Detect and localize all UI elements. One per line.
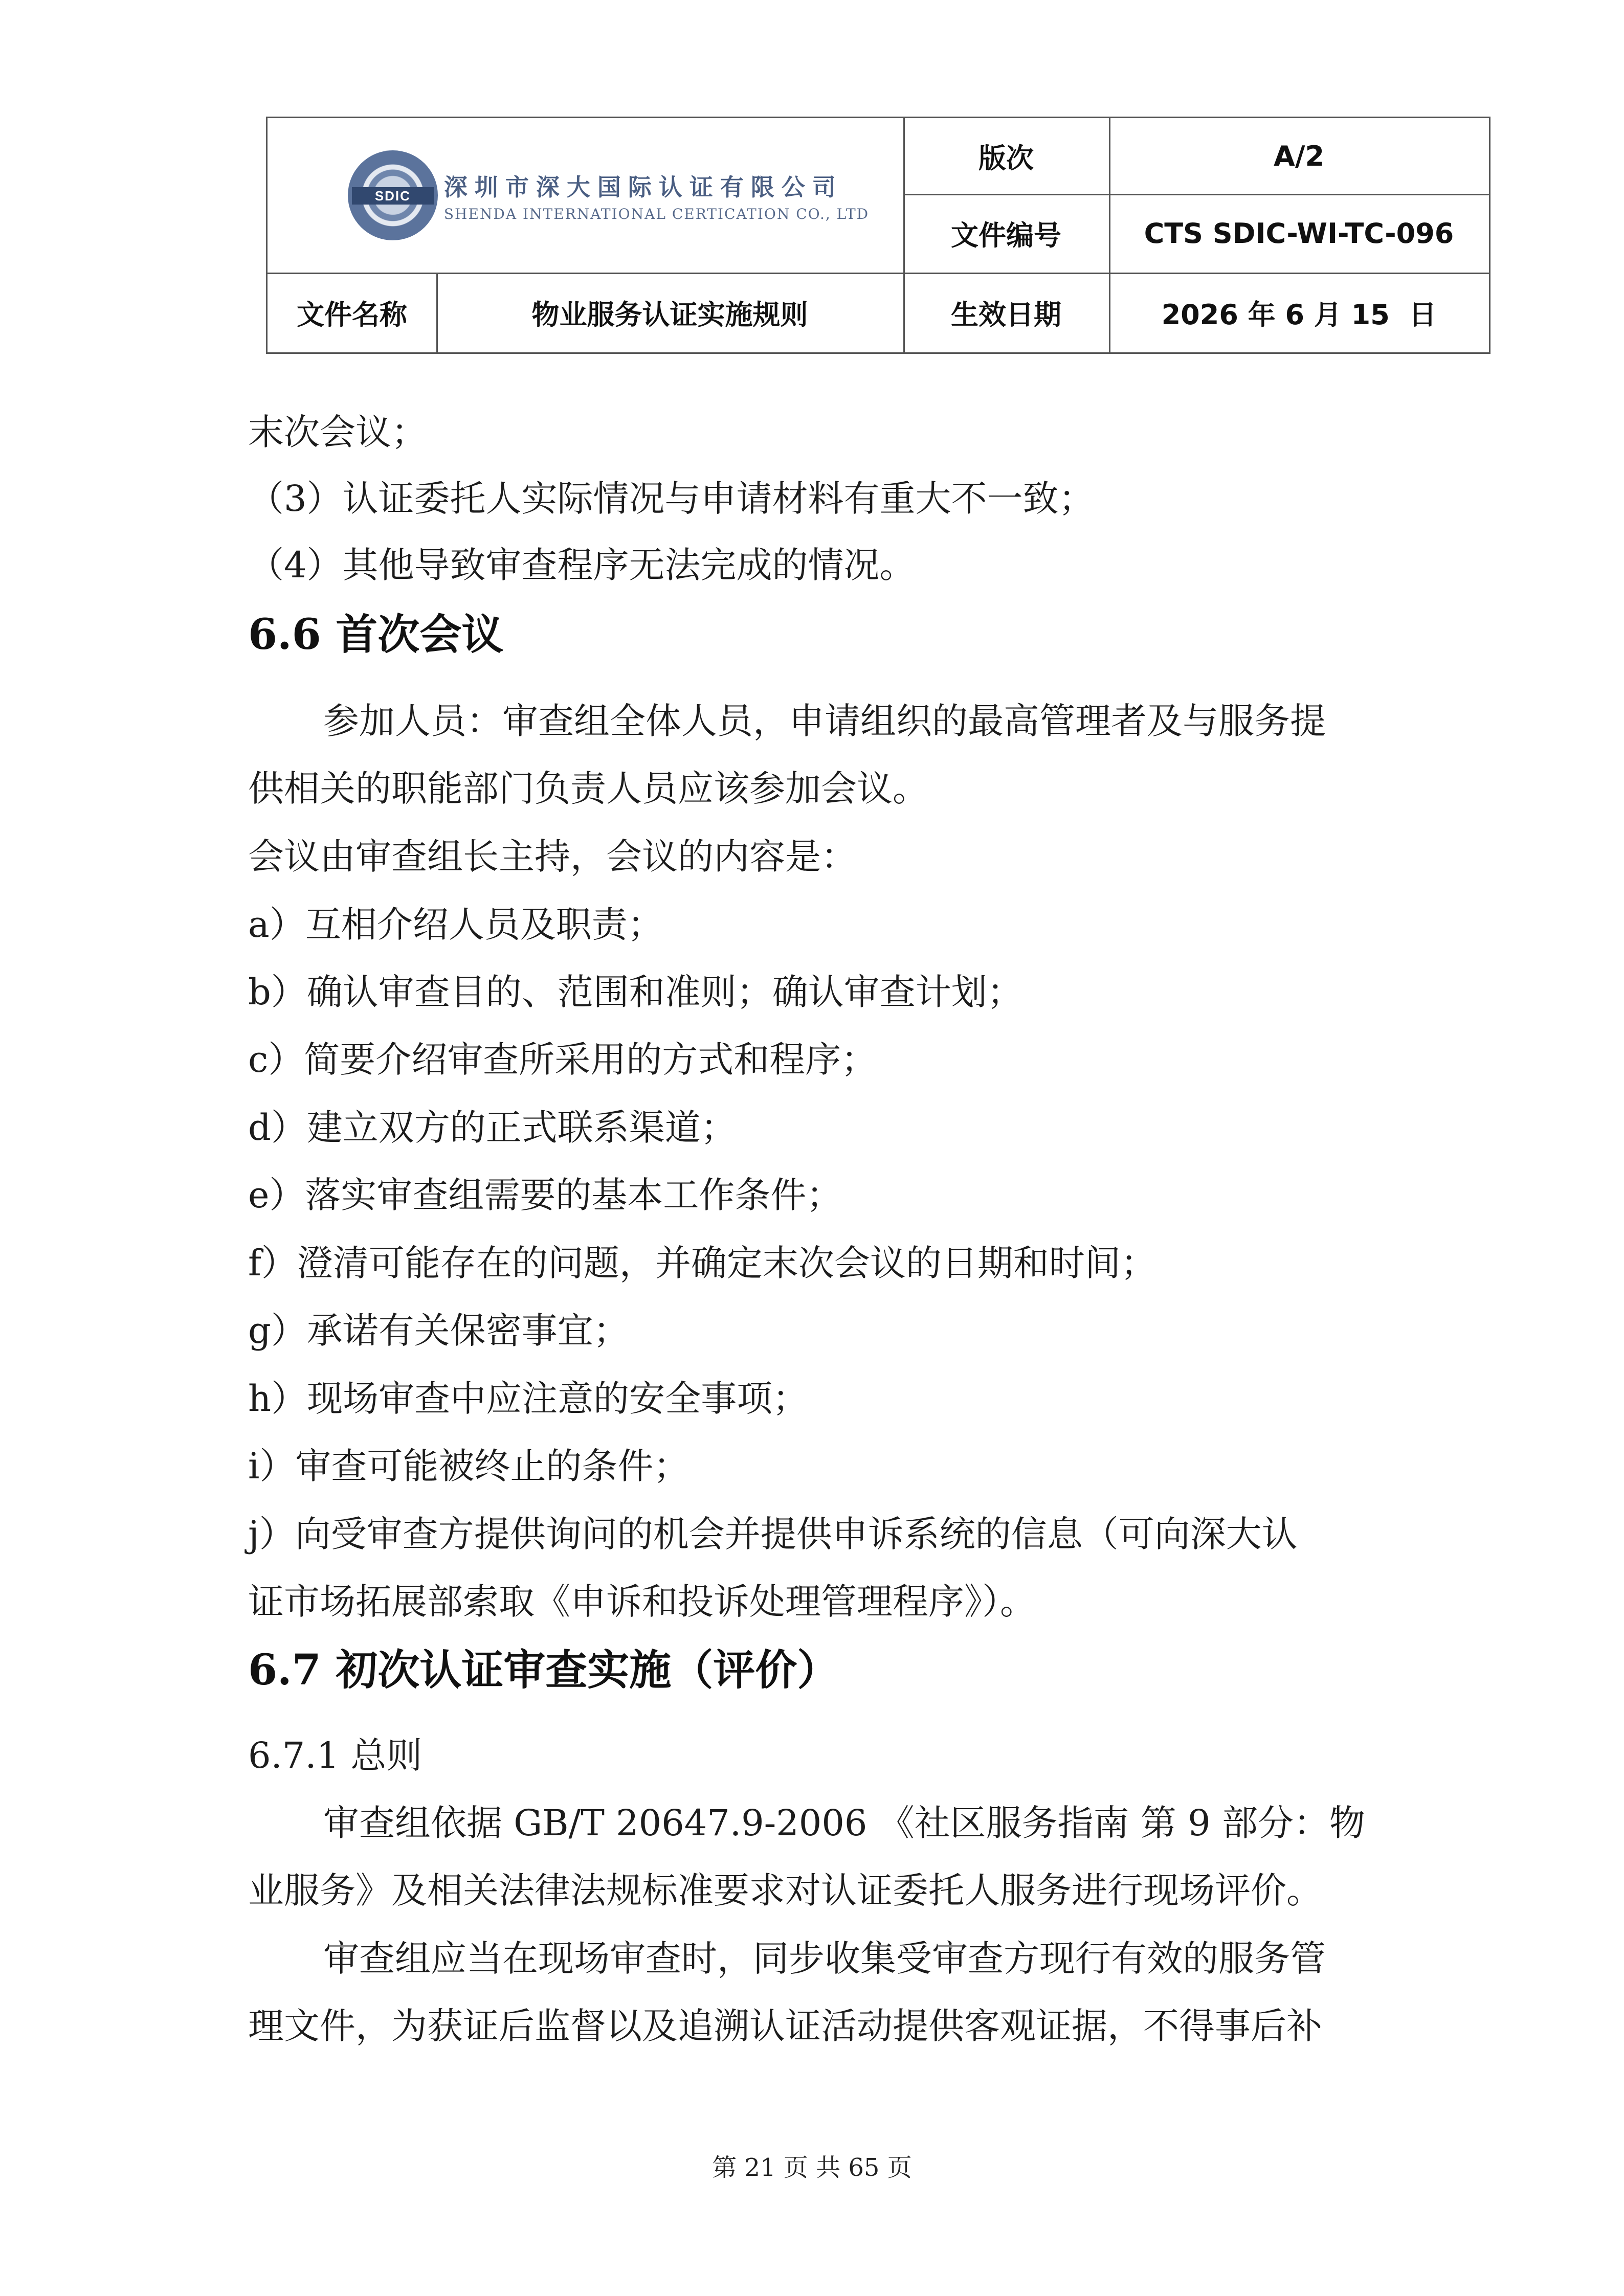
- list-item: g）承诺有关保密事宜；: [248, 1310, 629, 1352]
- list-item: f）澄清可能存在的问题，并确定末次会议的日期和时间；: [248, 1242, 1156, 1284]
- document-header-table: [266, 117, 1490, 354]
- company-name-cn: 深圳市深大国际认证有限公司: [443, 173, 843, 201]
- company-name-en: SHENDA INTERNATIONAL CERTICATION CO., LTD: [443, 205, 870, 222]
- sdic-globe-icon: [348, 150, 438, 240]
- paragraph-line: （3）认证委托人实际情况与申请材料有重大不一致；: [248, 478, 1095, 520]
- list-item: c）简要介绍审查所采用的方式和程序；: [248, 1039, 877, 1081]
- subsection-heading-6-7-1: 6.7.1 总则: [248, 1735, 422, 1776]
- list-item: b）确认审查目的、范围和准则；确认审查计划；: [248, 971, 1023, 1013]
- version-label: 版次: [978, 142, 1034, 174]
- section-heading-6-7: 6.7 初次认证审查实施（评价）: [248, 1646, 839, 1695]
- list-item: i）审查可能被终止的条件；: [248, 1445, 689, 1487]
- doc-name-label: 文件名称: [297, 298, 407, 331]
- paragraph-line: 供相关的职能部门负责人员应该参加会议。: [248, 768, 928, 809]
- paragraph-line: 业服务》及相关法律法规标准要求对认证委托人服务进行现场评价。: [248, 1870, 1322, 1911]
- company-logo: [268, 118, 903, 273]
- doc-number-label: 文件编号: [951, 219, 1061, 252]
- page-number: 第 21 页 共 65 页: [712, 2153, 912, 2182]
- doc-name-value: 物业服务认证实施规则: [531, 298, 808, 331]
- paragraph-line: 审查组依据 GB/T 20647.9-2006 《社区服务指南 第 9 部分：物: [323, 1802, 1365, 1844]
- paragraph-line: 参加人员：审查组全体人员，申请组织的最高管理者及与服务提: [323, 700, 1326, 742]
- version-value: A/2: [1273, 140, 1325, 172]
- list-item: j）向受审查方提供询问的机会并提供申诉系统的信息（可向深大认: [248, 1513, 1298, 1555]
- list-item: d）建立双方的正式联系渠道；: [248, 1107, 737, 1149]
- paragraph-line: 末次会议；: [248, 411, 427, 453]
- paragraph-line: 审查组应当在现场审查时，同步收集受审查方现行有效的服务管: [323, 1938, 1326, 1979]
- paragraph-line: （4）其他导致审查程序无法完成的情况。: [248, 544, 916, 586]
- list-item: e）落实审查组需要的基本工作条件；: [248, 1174, 842, 1216]
- list-item: h）现场审查中应注意的安全事项；: [248, 1378, 809, 1420]
- paragraph-line: 理文件，为获证后监督以及追溯认证活动提供客观证据，不得事后补: [248, 2005, 1322, 2047]
- effective-date-label: 生效日期: [951, 298, 1061, 331]
- paragraph-line: 会议由审查组长主持，会议的内容是：: [248, 836, 857, 877]
- doc-number-value: CTS SDIC-WI-TC-096: [1144, 217, 1454, 250]
- section-heading-6-6: 6.6 首次会议: [248, 610, 504, 659]
- list-item: a）互相介绍人员及职责；: [248, 904, 663, 946]
- effective-date-value: 2026 年 6 月 15 日: [1161, 298, 1437, 331]
- logo-badge-text: SDIC: [374, 188, 411, 204]
- list-item-continuation: 证市场拓展部索取《申诉和投诉处理管理程序》）。: [248, 1581, 1036, 1623]
